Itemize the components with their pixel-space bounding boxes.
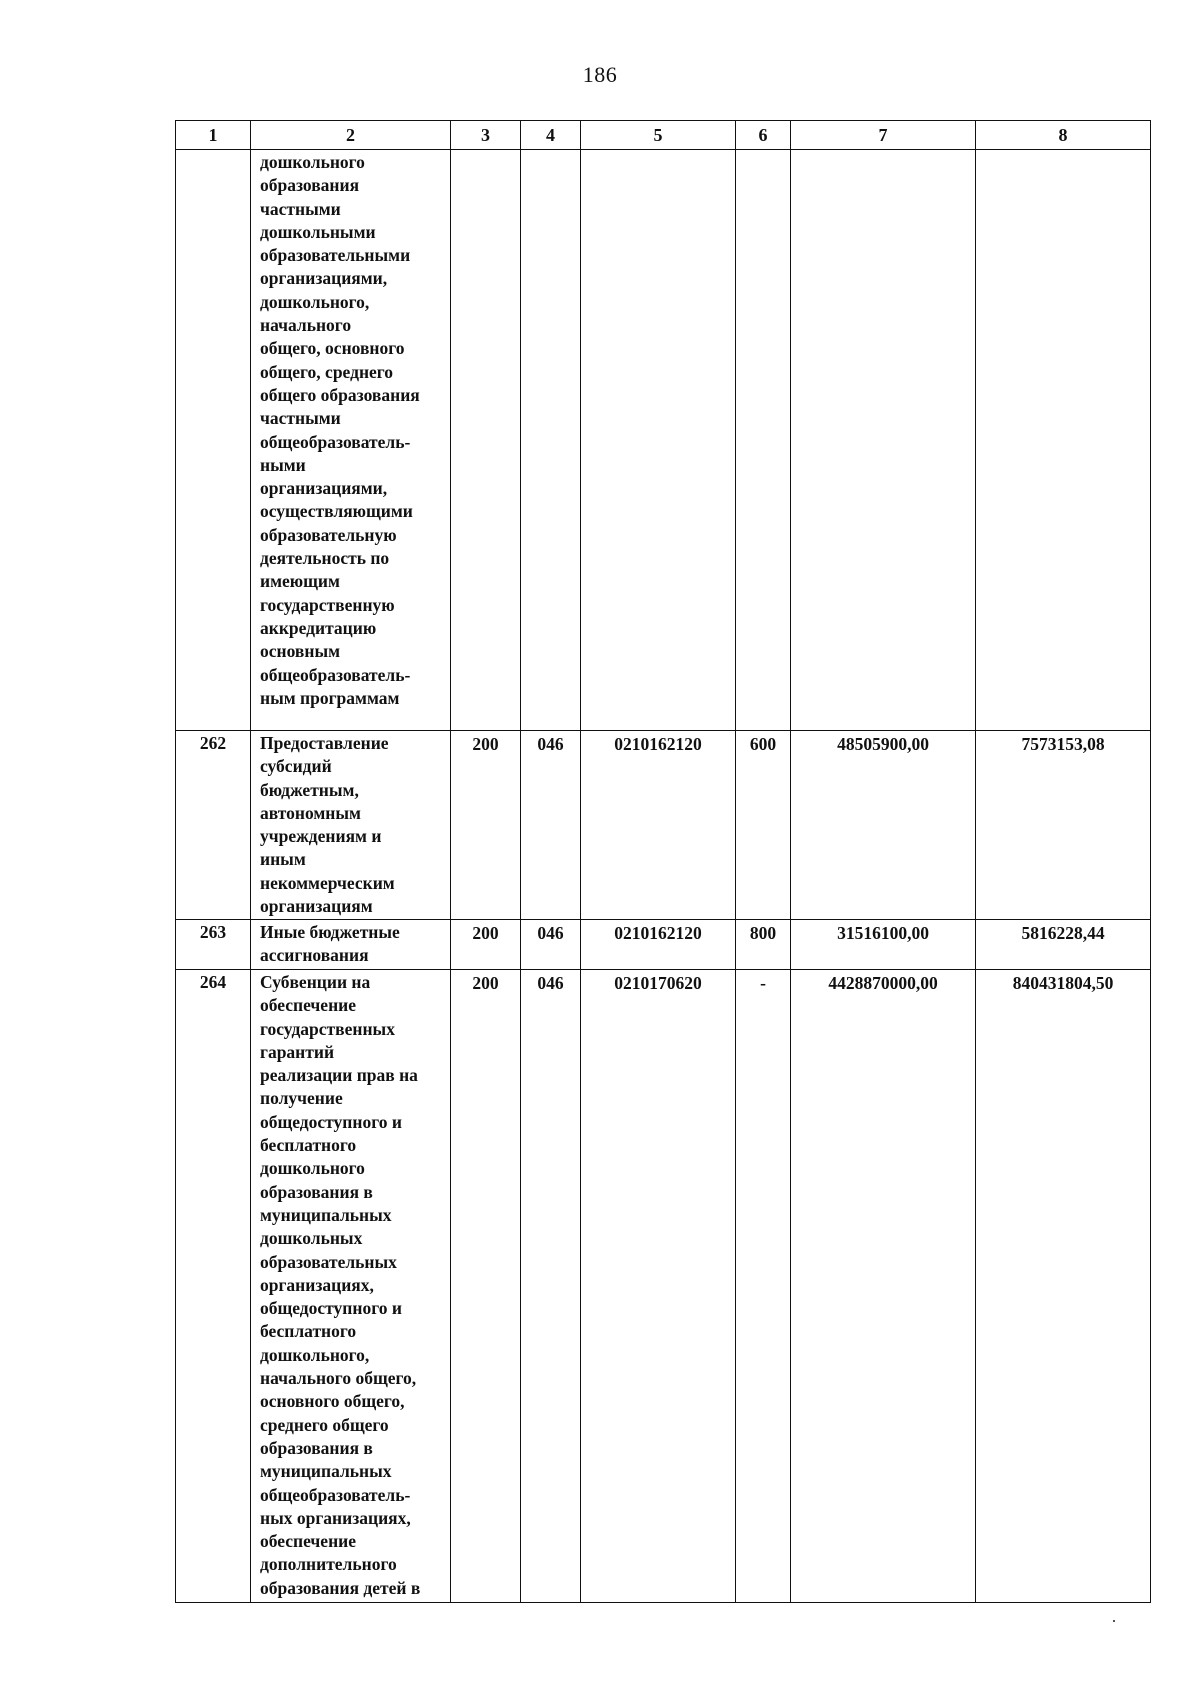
page-number: 186 (582, 62, 618, 87)
description-line: ных организациях, (260, 1507, 411, 1528)
expense-type-cell: - (736, 970, 791, 1603)
target-article-cell: 0210162120 (581, 920, 736, 970)
description-line: ассигнования (260, 945, 369, 966)
section-cell: 046 (521, 970, 581, 1603)
row-number-cell: 263 (176, 920, 251, 970)
description-line: иным (260, 849, 306, 870)
description-line: обеспечение (260, 995, 357, 1016)
target-article-cell (581, 150, 736, 731)
description-line: осуществляющими (260, 501, 413, 522)
description-line: Предоставление (260, 733, 389, 753)
description-line: автономным (260, 802, 361, 823)
description-line: реализации прав на (260, 1065, 418, 1086)
actual-amount-cell: 840431804,50 (976, 970, 1151, 1603)
expense-type-cell (736, 150, 791, 731)
column-header: 6 (736, 121, 791, 150)
description-line: основного общего, (260, 1391, 405, 1412)
description-line: образования в (260, 1437, 373, 1458)
column-header: 5 (581, 121, 736, 150)
description-line: дошкольного, (260, 291, 370, 312)
description-line: бесплатного (260, 1321, 357, 1342)
description-line: Иные бюджетные (260, 922, 400, 942)
table-row (176, 150, 1151, 731)
description-line: бесплатного (260, 1135, 357, 1156)
column-header: 4 (521, 121, 581, 150)
code-cell: 200 (451, 970, 521, 1603)
description-line: дошкольного, (260, 1344, 370, 1365)
description-line: государственную (260, 594, 395, 615)
description-line: организациями, (260, 268, 388, 289)
budget-table (175, 120, 1151, 1603)
plan-amount-cell (791, 150, 976, 731)
table-row (176, 970, 1151, 1603)
code-cell (451, 150, 521, 731)
description-line: дошкольного (260, 152, 365, 172)
description-line: бюджетным, (260, 779, 359, 800)
description-line: муниципальных (260, 1204, 392, 1225)
description-line: дошкольных (260, 1228, 363, 1249)
scan-speck (1113, 1620, 1115, 1622)
description-line: организациями, (260, 478, 388, 499)
description-line: организациям (260, 896, 373, 917)
description-line: образовательными (260, 245, 411, 266)
plan-amount-cell: 48505900,00 (791, 731, 976, 920)
actual-amount-cell (976, 150, 1151, 731)
table-row (176, 731, 1151, 920)
target-article-cell: 0210162120 (581, 731, 736, 920)
description-line: обеспечение (260, 1531, 357, 1552)
table-row (176, 920, 1151, 970)
description-line: субсидий (260, 756, 332, 777)
description-cell (251, 150, 451, 731)
description-line: частными (260, 408, 341, 429)
description-line: начального (260, 315, 352, 336)
section-cell: 046 (521, 731, 581, 920)
description-line: государственных (260, 1018, 395, 1039)
code-cell: 200 (451, 731, 521, 920)
description-line: дошкольного (260, 1158, 365, 1179)
plan-amount-cell: 31516100,00 (791, 920, 976, 970)
description-line: общего, среднего (260, 361, 394, 382)
expense-type-cell: 600 (736, 731, 791, 920)
description-line: дополнительного (260, 1554, 397, 1575)
description-line: гарантий (260, 1041, 335, 1062)
description-line: имеющим (260, 571, 340, 592)
description-line: деятельность по (260, 548, 390, 569)
actual-amount-cell: 7573153,08 (976, 731, 1151, 920)
description-cell (251, 970, 451, 1603)
description-line: ным программам (260, 687, 400, 708)
description-line: получение (260, 1088, 343, 1109)
actual-amount-cell: 5816228,44 (976, 920, 1151, 970)
description-line: среднего общего (260, 1414, 389, 1435)
column-header: 2 (251, 121, 451, 150)
description-line: образовательных (260, 1251, 397, 1272)
description-line: ными (260, 454, 306, 475)
row-number-cell: 264 (176, 970, 251, 1603)
description-line: образования в (260, 1181, 373, 1202)
plan-amount-cell: 4428870000,00 (791, 970, 976, 1603)
code-cell: 200 (451, 920, 521, 970)
description-line: учреждениям и (260, 826, 382, 847)
description-line: общеобразователь- (260, 431, 411, 452)
description-line: аккредитацию (260, 617, 377, 638)
column-header: 3 (451, 121, 521, 150)
target-article-cell: 0210170620 (581, 970, 736, 1603)
row-number-cell: 262 (176, 731, 251, 920)
description-line: общего образования (260, 384, 420, 405)
column-header: 7 (791, 121, 976, 150)
description-line: образования (260, 175, 360, 196)
description-line: частными (260, 198, 341, 219)
column-header: 8 (976, 121, 1151, 150)
description-cell (251, 731, 451, 920)
description-line: общедоступного и (260, 1298, 402, 1319)
table-header-row (176, 121, 1151, 150)
description-line: Субвенции на (260, 972, 371, 992)
description-line: образования детей в (260, 1577, 421, 1598)
description-line: дошкольными (260, 221, 376, 242)
column-header: 1 (176, 121, 251, 150)
description-line: общеобразователь- (260, 664, 411, 685)
description-line: общеобразователь- (260, 1484, 411, 1505)
description-line: муниципальных (260, 1461, 392, 1482)
description-line: общедоступного и (260, 1111, 402, 1132)
section-cell (521, 150, 581, 731)
description-line: образовательную (260, 524, 397, 545)
description-cell (251, 920, 451, 970)
expense-type-cell: 800 (736, 920, 791, 970)
description-line: организациях, (260, 1274, 374, 1295)
section-cell: 046 (521, 920, 581, 970)
description-line: основным (260, 641, 341, 662)
description-line: начального общего, (260, 1368, 417, 1389)
row-number-cell (176, 150, 251, 731)
description-line: некоммерческим (260, 872, 395, 893)
description-line: общего, основного (260, 338, 405, 359)
